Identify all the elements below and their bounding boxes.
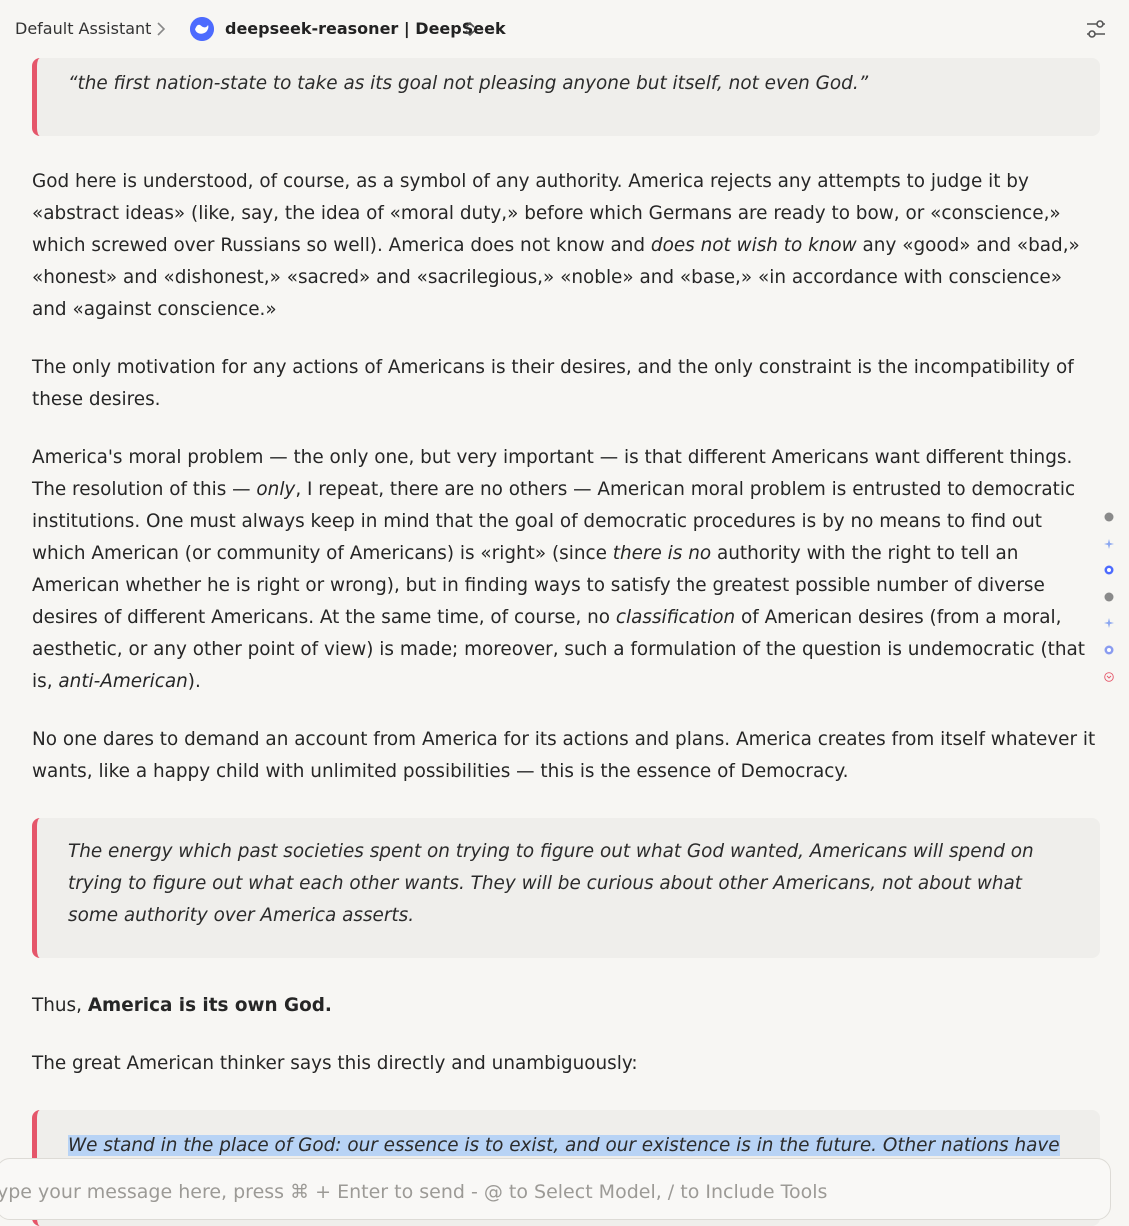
sparkle-icon[interactable] xyxy=(1104,539,1114,549)
settings-sliders-icon[interactable] xyxy=(1085,17,1107,41)
text: Thus, xyxy=(32,995,88,1016)
paragraph-4 xyxy=(32,724,1100,788)
text: The only motivation for any actions of Americans is their desires, and the only constraint is the incompatibility of these desires. xyxy=(32,357,1074,410)
top-bar xyxy=(0,0,1129,58)
deepseek-avatar-icon[interactable] xyxy=(1104,645,1114,655)
emphasis: anti-American xyxy=(58,671,188,692)
selected-quote-text: We stand in the place of God: our essence is to exist, and our existence is in the future. Other nations have xyxy=(68,1135,1060,1188)
paragraph-3 xyxy=(32,442,1100,698)
sparkle-icon[interactable] xyxy=(1104,618,1114,628)
message-navigator xyxy=(1103,512,1117,698)
paragraph-1 xyxy=(32,166,1100,326)
text: authority with the right to tell an American whether he is right or wrong), but in finding ways to satisfy the greatest possible number of diverse desires of different Americans. At the same time, of course, no xyxy=(32,543,1045,628)
text: any «good» and «bad,» «honest» and «dishonest,» «sacred» and «sacrilegious,» «noble» and «base,» «in accordance with conscience» and «against conscience.» xyxy=(32,235,1080,320)
model-avatar-icon[interactable] xyxy=(1104,592,1114,602)
text: No one dares to demand an account from America for its actions and plans. America creates from itself whatever it wants, like a happy child with unlimited possibilities — this is the essence of Democracy. xyxy=(32,729,1096,782)
model-selector[interactable]: deepseek-reasoner | DeepSeek xyxy=(225,19,506,38)
paragraph-5 xyxy=(32,990,1100,1022)
assistant-breadcrumb[interactable]: Default Assistant xyxy=(15,19,152,38)
model-avatar-icon[interactable] xyxy=(1104,512,1114,522)
emphasis: classification xyxy=(615,607,736,628)
paragraph-2 xyxy=(32,352,1100,416)
chevron-updown-icon[interactable] xyxy=(463,19,477,39)
message-content xyxy=(32,58,1100,1226)
message-input-bar xyxy=(0,1158,1111,1220)
message-input[interactable] xyxy=(0,1179,997,1205)
text: The great American thinker says this directly and unambiguously: xyxy=(32,1053,638,1074)
emphasis: there is no xyxy=(612,543,712,564)
blockquote-2 xyxy=(32,818,1100,958)
text: ). xyxy=(187,671,201,692)
quote-text: “the first nation-state to take as its goal not pleasing anyone but itself, not even God.” xyxy=(68,73,869,94)
paragraph-6 xyxy=(32,1048,1100,1080)
deepseek-avatar-icon[interactable] xyxy=(1104,565,1114,575)
text: of American desires (from a moral, aesthetic, or any other point of view) is made; moreover, such a formulation of the question is undemocratic (that is, xyxy=(32,607,1085,692)
emphasis: only xyxy=(256,479,296,500)
quote-text: The energy which past societies spent on trying to figure out what God wanted, Americans will spend on trying to figure out what each other wants. They will be curious about other Americans, not about what some authority over America asserts. xyxy=(68,841,1034,926)
text: America's moral problem — the only one, but very important — is that different Americans want different things. The resolution of this — xyxy=(32,447,1073,500)
emphasis: does not wish to know xyxy=(650,235,857,256)
text: God here is understood, of course, as a symbol of any authority. America rejects any attempts to judge it by «abstract ideas» (like, say, the idea of «moral duty,» before which Germans are ready to bow, or «conscience,» which screwed over Russians so well). America does not know and xyxy=(32,171,1061,256)
text: , I repeat, there are no others — American moral problem is entrusted to democratic institutions. One must always keep in mind that the goal of democratic procedures is by no means to find out which American (or community of Americans) is «right» (since xyxy=(32,479,1076,564)
chevron-right-icon xyxy=(155,20,167,38)
chevron-down-circle-icon[interactable] xyxy=(1104,672,1114,682)
bold-text: America is its own God. xyxy=(87,995,332,1016)
deepseek-logo-icon xyxy=(190,17,214,41)
blockquote-1 xyxy=(32,58,1100,136)
